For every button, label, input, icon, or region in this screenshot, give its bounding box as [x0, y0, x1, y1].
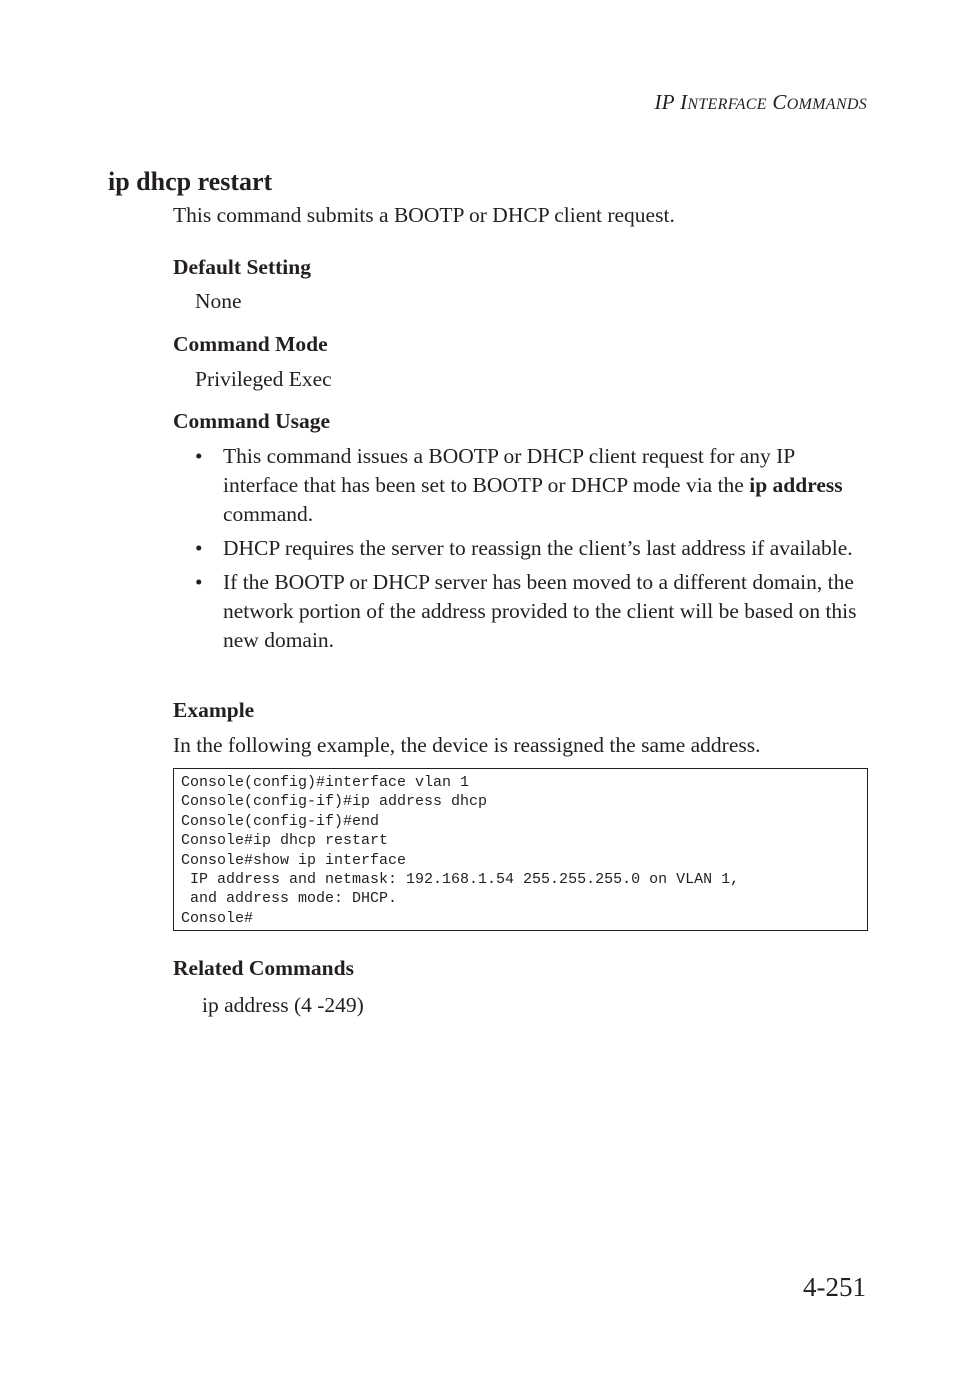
running-header-part: NTERFACE	[687, 96, 767, 113]
bullet-glyph: •	[195, 444, 203, 468]
running-header-part: OMMANDS	[786, 96, 867, 113]
list-item-text: DHCP requires the server to reassign the client’s last address if available.	[223, 536, 853, 560]
list-item	[193, 568, 873, 655]
running-header-part: IP I	[654, 90, 688, 114]
command-mode-value: Privileged Exec	[195, 367, 332, 391]
list-item	[193, 442, 873, 529]
list-item-text: This command issues a BOOTP or DHCP client request for any IP interface that has been set to BOOTP or DHCP mode via the	[223, 444, 795, 497]
example-heading: Example	[173, 698, 255, 722]
related-commands-heading: Related Commands	[173, 956, 354, 980]
command-mode-heading: Command Mode	[173, 332, 328, 356]
section-title: ip dhcp restart	[108, 167, 273, 196]
code-line: Console(config)#interface vlan 1	[181, 774, 470, 791]
running-header	[654, 90, 867, 115]
command-usage-list	[193, 442, 873, 660]
default-setting-value: None	[195, 289, 242, 313]
running-header-part: C	[766, 90, 787, 114]
related-command-link[interactable]: ip address (4 -249)	[202, 993, 364, 1017]
default-setting-heading: Default Setting	[173, 255, 311, 279]
example-description: In the following example, the device is reassigned the same address.	[173, 733, 761, 757]
code-line: Console#show ip interface	[181, 851, 407, 869]
list-item-text: command.	[223, 502, 314, 526]
code-line: IP address and netmask: 192.168.1.54 255.255.255.0 on VLAN 1,	[181, 871, 740, 889]
code-line: Console(config-if)#ip address dhcp	[181, 793, 488, 811]
code-example	[173, 768, 868, 931]
list-item-text: If the BOOTP or DHCP server has been moved to a different domain, the network portion of the address provided to the client will be based on this new domain.	[223, 570, 857, 652]
code-line: Console(config-if)#end	[181, 812, 380, 830]
page-number: 4-251	[803, 1272, 866, 1302]
section-intro: This command submits a BOOTP or DHCP client request.	[173, 203, 675, 227]
code-line: and address mode: DHCP.	[181, 890, 398, 908]
command-usage-heading: Command Usage	[173, 409, 331, 433]
code-line: Console#	[181, 909, 254, 927]
bullet-glyph: •	[195, 536, 203, 560]
bullet-glyph: •	[195, 570, 203, 594]
code-line: Console#ip dhcp restart	[181, 832, 389, 850]
list-item	[193, 534, 873, 563]
command-reference: ip address	[749, 473, 843, 497]
